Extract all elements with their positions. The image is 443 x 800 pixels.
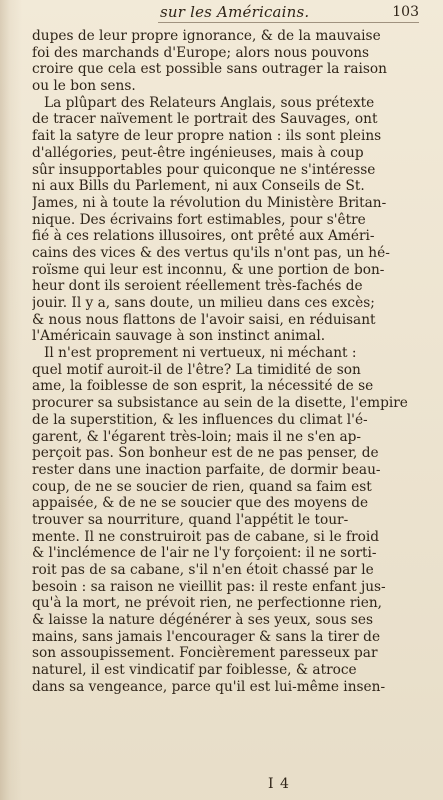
text-line: heur dont ils seroient réellement très-fachés de xyxy=(32,278,363,295)
paragraph-start-line: Il n'est proprement ni vertueux, ni méchant : xyxy=(44,345,357,362)
text-line: garent, & l'égarent très-loin; mais il ne s'en ap- xyxy=(32,428,362,445)
text-line: son assoupissement. Foncièrement paresseux par xyxy=(32,645,378,662)
body-text xyxy=(32,28,417,696)
text-line: nique. Des écrivains fort estimables, pour s'être xyxy=(32,211,366,228)
text-line: dans sa vengeance, parce qu'il est lui-même insen- xyxy=(32,678,386,695)
text-line: qu'à la mort, ne prévoit rien, ne perfectionne rien, xyxy=(32,595,383,612)
text-line: procurer sa subsistance au sein de la disette, l'empire xyxy=(32,395,408,412)
text-line: dupes de leur propre ignorance, & de la mauvaise xyxy=(32,28,381,44)
text-line: l'Américain sauvage à son instinct animal. xyxy=(32,328,326,345)
text-line: croire que cela est possible sans outrager la raison xyxy=(32,61,387,78)
page-number: 103 xyxy=(392,4,419,20)
text-line: cains des vices & des vertus qu'ils n'ont pas, un hé- xyxy=(32,244,390,261)
signature-mark: I 4 xyxy=(268,776,290,792)
text-line: perçoit pas. Son bonheur est de ne pas penser, de xyxy=(32,445,379,462)
running-title: sur les Américains. xyxy=(160,3,310,21)
text-line: mains, sans jamais l'encourager & sans la tirer de xyxy=(32,628,381,645)
text-line: besoin : sa raison ne vieillit pas: il reste enfant jus- xyxy=(32,578,386,595)
text-line: de tracer naïvement le portrait des Sauvages, ont xyxy=(32,111,378,128)
text-line: & nous nous flattons de l'avoir saisi, en réduisant xyxy=(32,311,376,328)
text-line: roit pas de sa cabane, s'il n'en étoit chassé par le xyxy=(32,562,374,578)
text-line: coup, de ne se soucier de rien, quand sa faim est xyxy=(32,478,372,495)
text-line: jouir. Il y a, sans doute, un milieu dans ces excès; xyxy=(32,295,375,311)
text-line: fié à ces relations illusoires, ont prêté aux Améri- xyxy=(32,228,375,245)
page-header xyxy=(160,3,419,23)
text-line: rester dans une inaction parfaite, de dormir beau- xyxy=(32,461,381,478)
text-line: naturel, il est vindicatif par foiblesse, & atroce xyxy=(32,662,357,679)
text-line: appaisée, & de ne se soucier que des moyens de xyxy=(32,495,369,512)
text-line: ame, la foiblesse de son esprit, la nécessité de se xyxy=(32,378,374,395)
text-line: quel motif auroit-il de l'être? La timidité de son xyxy=(32,361,361,378)
text-line: foi des marchands d'Europe; alors nous pouvons xyxy=(32,44,370,61)
text-line: trouver sa nourriture, quand l'appétit le tour- xyxy=(32,511,349,528)
text-line: James, ni à toute la révolution du Ministère Britan- xyxy=(32,194,387,211)
text-line: ou le bon sens. xyxy=(32,78,136,95)
text-line: de la superstition, & les influences du climat l'é- xyxy=(32,411,368,428)
header-rule xyxy=(158,22,419,23)
text-line: & laisse la nature dégénérer à ses yeux, sous ses xyxy=(32,612,373,629)
text-line: d'allégories, peut-être ingénieuses, mais à coup xyxy=(32,144,364,161)
paragraph-start-line: La plûpart des Relateurs Anglais, sous prétexte xyxy=(44,94,375,111)
text-line: fait la satyre de leur propre nation : ils sont pleins xyxy=(32,128,382,145)
text-line: sûr insupportables pour quiconque ne s'intéresse xyxy=(32,161,376,178)
text-line: & l'inclémence de l'air ne l'y forçoient: il ne sorti- xyxy=(32,545,377,562)
text-line: roïsme qui leur est inconnu, & une portion de bon- xyxy=(32,261,385,278)
text-line: ni aux Bills du Parlement, ni aux Conseils de St. xyxy=(32,178,365,195)
text-line: mente. Il ne construiroit pas de cabane, si le froid xyxy=(32,528,380,545)
